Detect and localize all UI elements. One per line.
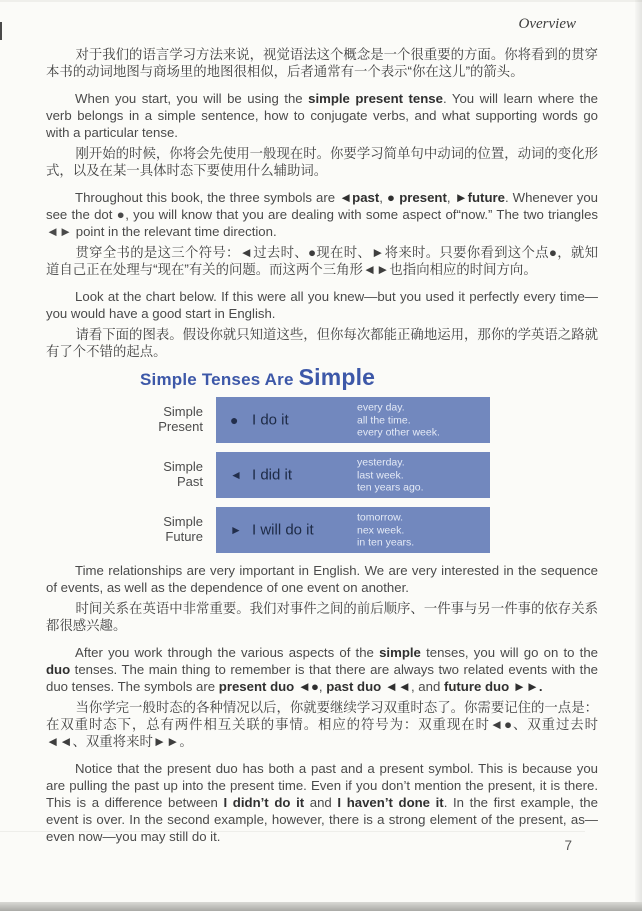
- past-arrow-icon: ◄: [230, 468, 242, 482]
- text-run: 刚开始的时候，你将会先使用一般现在时。你要学习简单句中动词的位置，动词的变化形式，以及在某一具体时态下要使用什么辅助词。: [46, 146, 598, 178]
- text-run: 时间关系在英语中非常重要。我们对事件之间的前后顺序、一件事与另一件事的依存关系都很感兴趣。: [46, 601, 598, 633]
- bold-text-run: past duo ◄◄: [326, 679, 411, 694]
- text-run: Look at the chart below. If this were all you knew—but you used it perfectly every time—you would have a good start in English.: [46, 289, 598, 321]
- tense-label-line: Present: [158, 419, 203, 434]
- paragraph: [46, 600, 598, 634]
- scan-shadow-bottom: [0, 902, 642, 911]
- tense-example-line: nex week.: [357, 523, 405, 536]
- text-run: 贯穿全书的是这三个符号：◄过去时、●现在时、►将来时。只要你看到这个点●，就知道自己正在处理与“现在”有关的问题。而这两个三角形◄►也指向相应的时间方向。: [46, 245, 598, 277]
- tense-bar: [216, 397, 490, 443]
- tense-label-line: Simple: [163, 514, 203, 529]
- tense-label-line: Future: [165, 529, 203, 544]
- paragraph: [46, 46, 598, 80]
- scan-edge-top: [0, 0, 642, 2]
- tense-phrase: I will do it: [252, 521, 314, 539]
- tense-label: [46, 397, 216, 443]
- text-run: . In the first example, the event is over. In the second example, however, there is a strong element of the present, as—even now—you may still do it.: [46, 795, 598, 844]
- text-run: 对于我们的语言学习方法来说，视觉语法这个概念是一个很重要的方面。你将看到的贯穿本书的动词地图与商场里的地图很相似，后者通常有一个表示“你在这儿”的箭头。: [46, 47, 598, 79]
- bold-text-run: future duo ►►.: [443, 679, 543, 694]
- simple-tenses-chart: [46, 364, 598, 562]
- tense-example-line: last week.: [357, 468, 404, 481]
- tense-example-line: every day.: [357, 401, 405, 414]
- tense-example-line: tomorrow.: [357, 511, 404, 524]
- tense-label-line: Past: [176, 474, 203, 489]
- text-run: and: [304, 795, 338, 810]
- text-run: . You will learn where the verb belongs in a simple sentence, how to conjugate verbs, and what supporting words go with a particular tense.: [46, 91, 598, 140]
- tense-examples: [357, 401, 440, 439]
- text-run: When you start, you will be using the: [75, 91, 309, 106]
- paragraph: [46, 326, 598, 360]
- bold-text-run: simple: [379, 645, 421, 660]
- scan-mark-left: [0, 22, 2, 40]
- tense-phrase: I do it: [252, 411, 289, 429]
- tense-example-line: all the time.: [357, 413, 411, 426]
- chart-title: [140, 364, 598, 391]
- paragraph: [46, 760, 598, 845]
- scan-edge-right: [635, 0, 642, 911]
- chart-title-emphasis: Simple: [298, 364, 376, 390]
- chart-title-prefix: Simple Tenses Are: [140, 370, 299, 389]
- tense-bar: [216, 452, 490, 498]
- bold-text-run: duo: [46, 662, 71, 677]
- bold-text-run: ● present: [386, 190, 447, 205]
- paragraph: [46, 189, 598, 240]
- bold-text-run: I haven’t done it: [337, 795, 444, 810]
- tense-example-line: every other week.: [357, 426, 440, 439]
- tense-example-line: yesterday.: [357, 456, 405, 469]
- text-run: 当你学完一般时态的各种情况以后，你就要继续学习双重时态了。你需要记住的一点是：在双重时态下，总有两件相互关联的事情。相应的符号为：双重现在时◄●、双重过去时◄◄、双重将来时►►。: [46, 700, 598, 749]
- text-run: Notice that the present duo has both a past and a present symbol. This is because you are pulling the past up into the present time. Even if you don’t mention the present, it is there. This is a difference between: [46, 761, 598, 810]
- tense-example-line: ten years ago.: [357, 481, 424, 494]
- text-run: ,: [318, 679, 327, 694]
- text-block-after-chart: [46, 562, 598, 845]
- text-run: Time relationships are very important in English. We are very interested in the sequence of events, as well as the dependence of one event on another.: [46, 563, 598, 595]
- text-run: ,: [446, 190, 455, 205]
- text-run: ,: [379, 190, 387, 205]
- paragraph: [46, 699, 598, 750]
- text-run: tenses. The main thing to remember is that there are always two related events with the duo tenses. The symbols are: [46, 662, 598, 694]
- tense-label-line: Simple: [163, 459, 203, 474]
- bold-text-run: present duo ◄●: [218, 679, 319, 694]
- bold-text-run: simple present tense: [308, 91, 443, 106]
- page-number: 7: [564, 838, 572, 853]
- text-block-before-chart: [46, 46, 598, 360]
- future-arrow-icon: ►: [230, 523, 242, 537]
- tense-label: [46, 507, 216, 553]
- paragraph: [46, 644, 598, 695]
- paragraph: [46, 90, 598, 141]
- bold-text-run: ►future: [454, 190, 505, 205]
- text-run: After you work through the various aspects of the: [75, 645, 380, 660]
- text-run: tenses, you will go on to the: [420, 645, 598, 660]
- text-run: , and: [410, 679, 444, 694]
- text-run: Throughout this book, the three symbols are: [75, 190, 340, 205]
- paragraph: [46, 244, 598, 278]
- text-run: . Whenever you see the dot ●, you will know that you are dealing with some aspect of“now.” The two triangles ◄► point in the relevant time direction.: [46, 190, 599, 239]
- tense-row: [46, 452, 598, 498]
- paragraph: [46, 562, 598, 596]
- present-dot-icon: ●: [230, 412, 239, 428]
- page-header: Overview: [518, 16, 576, 32]
- tense-label-line: Simple: [163, 404, 203, 419]
- text-run: 请看下面的图表。假设你就只知道这些，但你每次都能正确地运用，那你的学英语之路就有了个不错的起点。: [46, 327, 598, 359]
- bold-text-run: ◄past: [339, 190, 380, 205]
- tense-examples: [357, 511, 414, 549]
- tense-examples: [357, 456, 424, 494]
- bold-text-run: I didn’t do it: [223, 795, 305, 810]
- tense-phrase: I did it: [252, 466, 293, 484]
- chart-rows: [46, 397, 598, 553]
- paragraph: [46, 288, 598, 322]
- tense-bar: [216, 507, 490, 553]
- paragraph: [46, 145, 598, 179]
- tense-label: [46, 452, 216, 498]
- tense-row: [46, 507, 598, 553]
- tense-example-line: in ten years.: [357, 536, 415, 549]
- tense-row: [46, 397, 598, 443]
